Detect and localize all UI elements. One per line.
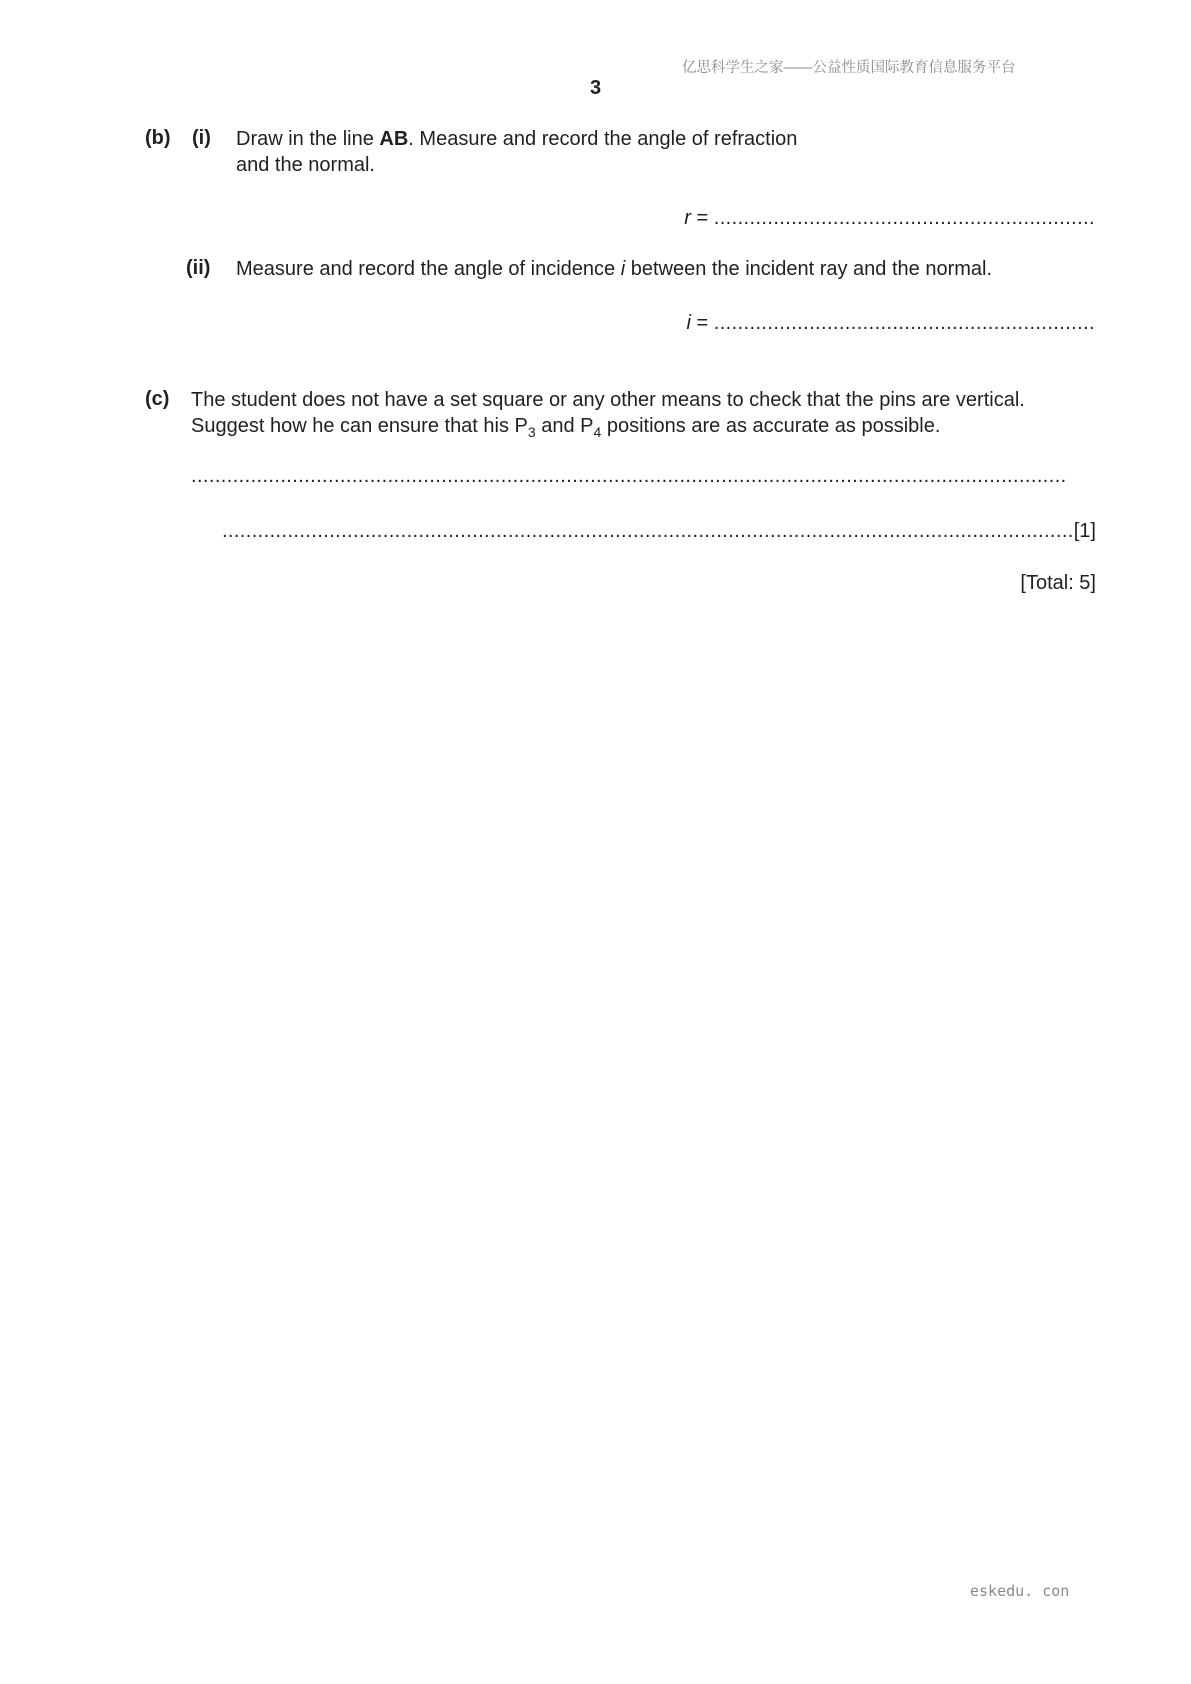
- part-c-text-c: positions are as accurate as possible.: [601, 415, 941, 437]
- part-b-ii-text-post: between the incident ray and the normal.: [625, 258, 993, 280]
- part-c-text-b: and P: [535, 415, 594, 437]
- answer-r-var: r: [684, 207, 691, 229]
- part-c-label: (c): [145, 388, 170, 410]
- part-c-sub4: 4: [593, 424, 602, 440]
- answer-i-row[interactable]: [600, 310, 1095, 336]
- part-b-ii-label: (ii): [186, 257, 211, 279]
- answer-r-eq: =: [690, 207, 714, 229]
- part-c-answer-row2[interactable]: [191, 518, 1096, 544]
- part-b-i-text-line1: [236, 126, 797, 152]
- answer-r-dots[interactable]: ................................................................: [713, 207, 1095, 229]
- page-number: 3: [589, 77, 602, 99]
- part-c-text-line1: The student does not have a set square or any other means to check that the pins are vertical.: [191, 389, 1025, 411]
- total-marks: [Total: 5]: [1020, 572, 1096, 594]
- part-c-answer-line1[interactable]: ...................................................................................................................................................: [191, 465, 1067, 487]
- answer-i-eq: =: [690, 312, 714, 334]
- part-b-i-text-bold: AB: [379, 128, 409, 150]
- footer-watermark: eskedu. con: [970, 1582, 1070, 1600]
- part-b-label: (b): [145, 127, 171, 149]
- part-b-ii-text-var: i: [620, 258, 626, 280]
- header-watermark: 亿思科学生之家——公益性质国际教育信息服务平台: [682, 60, 1016, 76]
- part-b-i-label: (i): [192, 127, 211, 149]
- part-c-marks: [1]: [1073, 520, 1096, 542]
- part-b-i-text-pre: Draw in the line: [236, 128, 380, 150]
- part-b-i-text-line2: and the normal.: [236, 154, 375, 176]
- answer-i-var: i: [686, 312, 691, 334]
- part-b-ii-text-pre: Measure and record the angle of incidence: [236, 258, 621, 280]
- part-c-text-line2: [191, 413, 940, 439]
- part-b-ii-text: [236, 256, 992, 282]
- part-c-sub3: 3: [527, 424, 536, 440]
- answer-i-dots[interactable]: ................................................................: [713, 312, 1095, 334]
- part-c-answer-line2[interactable]: ...............................................................................................................................................: [221, 520, 1074, 542]
- answer-r-row[interactable]: [600, 205, 1095, 231]
- part-c-text-a: Suggest how he can ensure that his P: [191, 415, 528, 437]
- part-b-i-text-post: . Measure and record the angle of refraction: [408, 128, 798, 150]
